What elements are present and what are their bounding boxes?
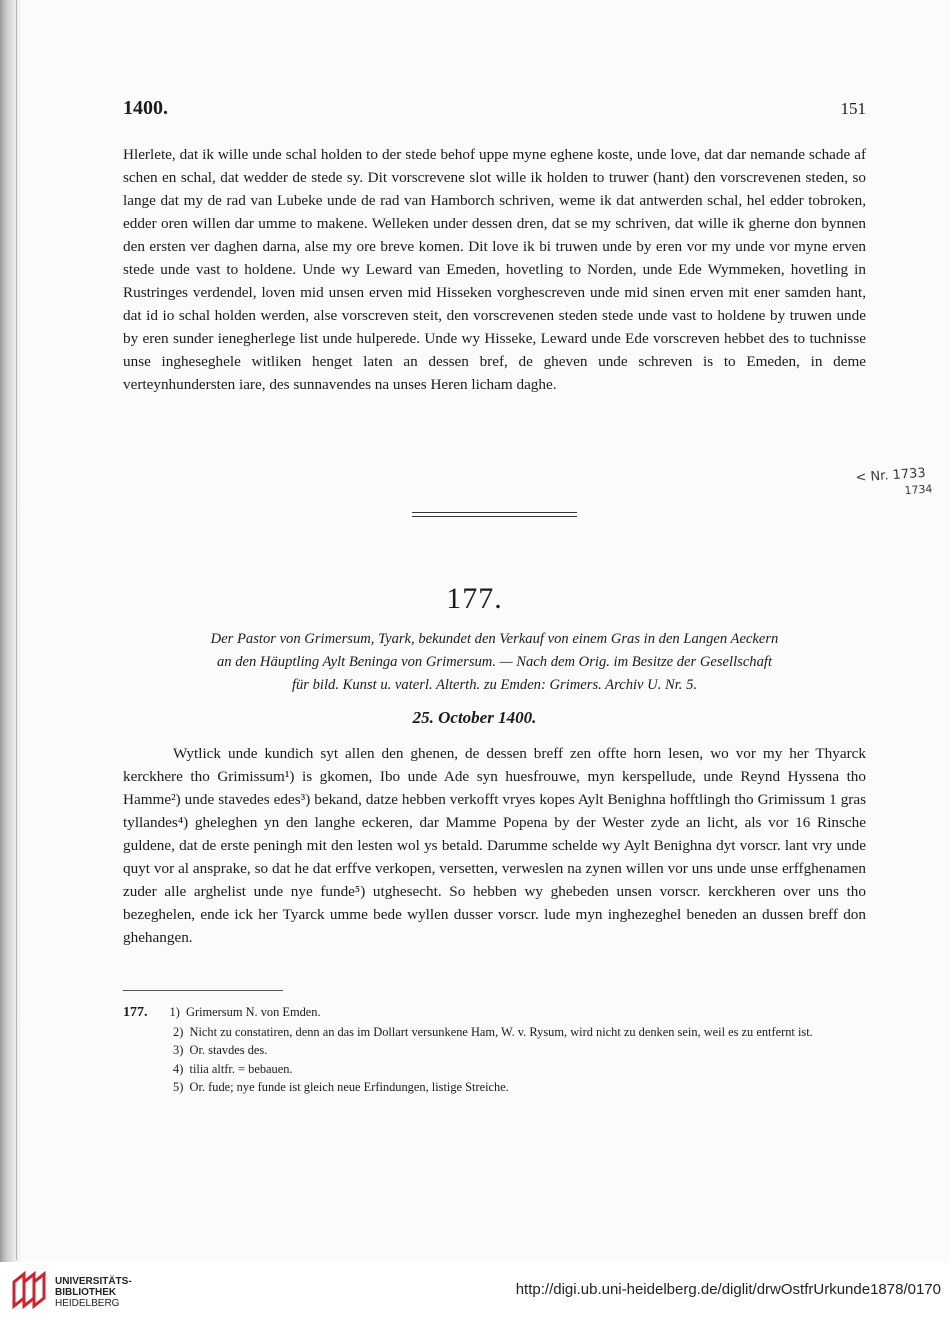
running-head	[123, 97, 866, 121]
footnote-marker: 5)	[173, 1080, 184, 1094]
footnote-text: Grimersum N. von Emden.	[186, 1005, 321, 1019]
footnote-1	[123, 1003, 866, 1023]
footnotes	[123, 1003, 866, 1097]
margin-note-line-2: 1734	[904, 482, 933, 498]
continued-text	[123, 143, 866, 396]
regest-line: für bild. Kunst u. vaterl. Alterth. zu Emden: Grimers. Archiv U. Nr. 5.	[291, 677, 698, 693]
document-regest	[123, 628, 866, 697]
document-number: 177.	[446, 582, 503, 615]
footnote-2	[123, 1023, 866, 1042]
running-head-year: 1400.	[123, 97, 168, 119]
handwritten-margin-note	[855, 465, 933, 502]
page-edge-shadow	[0, 0, 22, 1323]
page-number: 151	[840, 99, 866, 118]
library-name-line-2: BIBLIOTHEK	[55, 1287, 117, 1298]
document-body	[123, 742, 866, 949]
library-name-line-3: HEIDELBERG	[55, 1298, 120, 1309]
section-divider	[412, 512, 577, 517]
regest-line: an den Häuptling Aylt Beninga von Grimersum. — Nach dem Orig. im Besitze der Gesellschaft	[216, 654, 773, 670]
page-edge-line	[16, 0, 17, 1260]
footnote-marker: 1)	[169, 1005, 180, 1019]
continued-paragraph: Hlerlete, dat ik wille unde schal holden to der stede behof uppe myne eghene koste, unde love, dat dar nemande schade af schen en schal, dat wedder de stede sy. Dit vorscrevene slot wille ik holden to truwer (hant) den vorscrevenen steden, so lange dat my de rad van Lubeke unde de rad van Hamborch schriven, weme ik dat antwerden schal, hel edder tobroken, edder oren willen dar umme to makene. Welleken under dessen dren, dat se my schriven, dat wille ik gherne don bynnen den ersten ver daghen darna, alse my ore breve komen. Dit love ik bi truwen unde by eren vor my unde vor myne erven stede unde vast to holdene. Unde wy Leward van Emeden, hovetling to Norden, unde Ede Wymmeken, hovetling in Rustringes verdendel, loven mid unsen erven mid Hisseken vorghescreven unde mid sinen erven mit ener samden hant, dat id io schal holden werden, alse vorscreven steit, den vorscrevenen steden stede unde vast to holdene by truwen unde by eren sunder ienegherlege list unde hulperede. Unde wy Hisseke, Leward unde Ede vorscreven hebbet des to tuchnisse unse ingheseghele witliken henget laten an dessen bref, de gheven unde schreven is to Emeden, in deme verteynhundersten iare, des sunnavendes na unses Heren licham daghe.	[123, 146, 866, 393]
library-logo-icon[interactable]	[10, 1270, 50, 1310]
footnote-marker: 3)	[173, 1043, 184, 1057]
body-paragraph: Wytlick unde kundich syt allen den ghenen, de dessen breff zen offte horn lesen, wo vor my her Thyarck kerckhere tho Grimissum¹) is gkomen, Ibo unde Ade syn huesfrouwe, myn kerspellude, unde Reynd Hyssena tho Hamme²) unde stavedes edes³) bekand, datze hebben verkofft vryes kopes Aylt Benighna hofftlingh tho Grimissum 1 gras tyllandes⁴) gheleghen yn den langhe eckeren, dar Mamme Popena by der Wester zyde an licht, als vor 16 Rinsche guldene, dat de erste peningh mit den lesten wol ys betald. Darumme schelde wy Aylt Benighna dyt vorscr. lant vry unde quyt vor al ansprake, so dat he dat erffve verkopen, versetten, verweslen na zynen willen vor uns unde unse erffghenamen zuder alle arghelist unde nye funde⁵) utghesecht. So hebben wy ghebeden unsen vorscr. kerckheren over uns tho bezeghelen, ende ick her Tyarck umme bede wyllen dusser vorscr. lude myn inghezeghel beneden an dussen breff don ghehangen.	[123, 745, 866, 946]
footnote-text: tilia altfr. = bebauen.	[189, 1061, 293, 1076]
footnote-text: Or. fude; nye funde ist gleich neue Erfindungen, listige Streiche.	[189, 1080, 509, 1094]
footnote-doc-number: 177.	[123, 1005, 148, 1020]
footnote-4	[123, 1060, 866, 1079]
footnote-marker: 2)	[173, 1024, 184, 1039]
footnote-marker: 4)	[173, 1061, 184, 1076]
footnote-rule	[123, 990, 283, 991]
library-name-line-1: UNIVERSITÄTS-	[55, 1276, 132, 1287]
regest-line: Der Pastor von Grimersum, Tyark, bekundet den Verkauf von einem Gras in den Langen Aeckern	[210, 631, 779, 647]
library-name	[55, 1276, 132, 1309]
footnote-5	[123, 1078, 866, 1097]
footnote-text: Or. stavdes des.	[189, 1043, 268, 1057]
footnote-text: Nicht zu constatiren, denn an das im Dollart versunkene Ham, W. v. Rysum, wird nicht zu denken sein, weil es zu entfernt ist.	[189, 1024, 813, 1039]
footnote-3	[123, 1041, 866, 1060]
margin-note-line-1: < Nr. 1733	[854, 465, 927, 486]
permalink-url[interactable]: http://digi.ub.uni-heidelberg.de/diglit/drwOstfrUrkunde1878/0170	[515, 1281, 941, 1298]
document-date: 25. October 1400.	[412, 708, 537, 727]
